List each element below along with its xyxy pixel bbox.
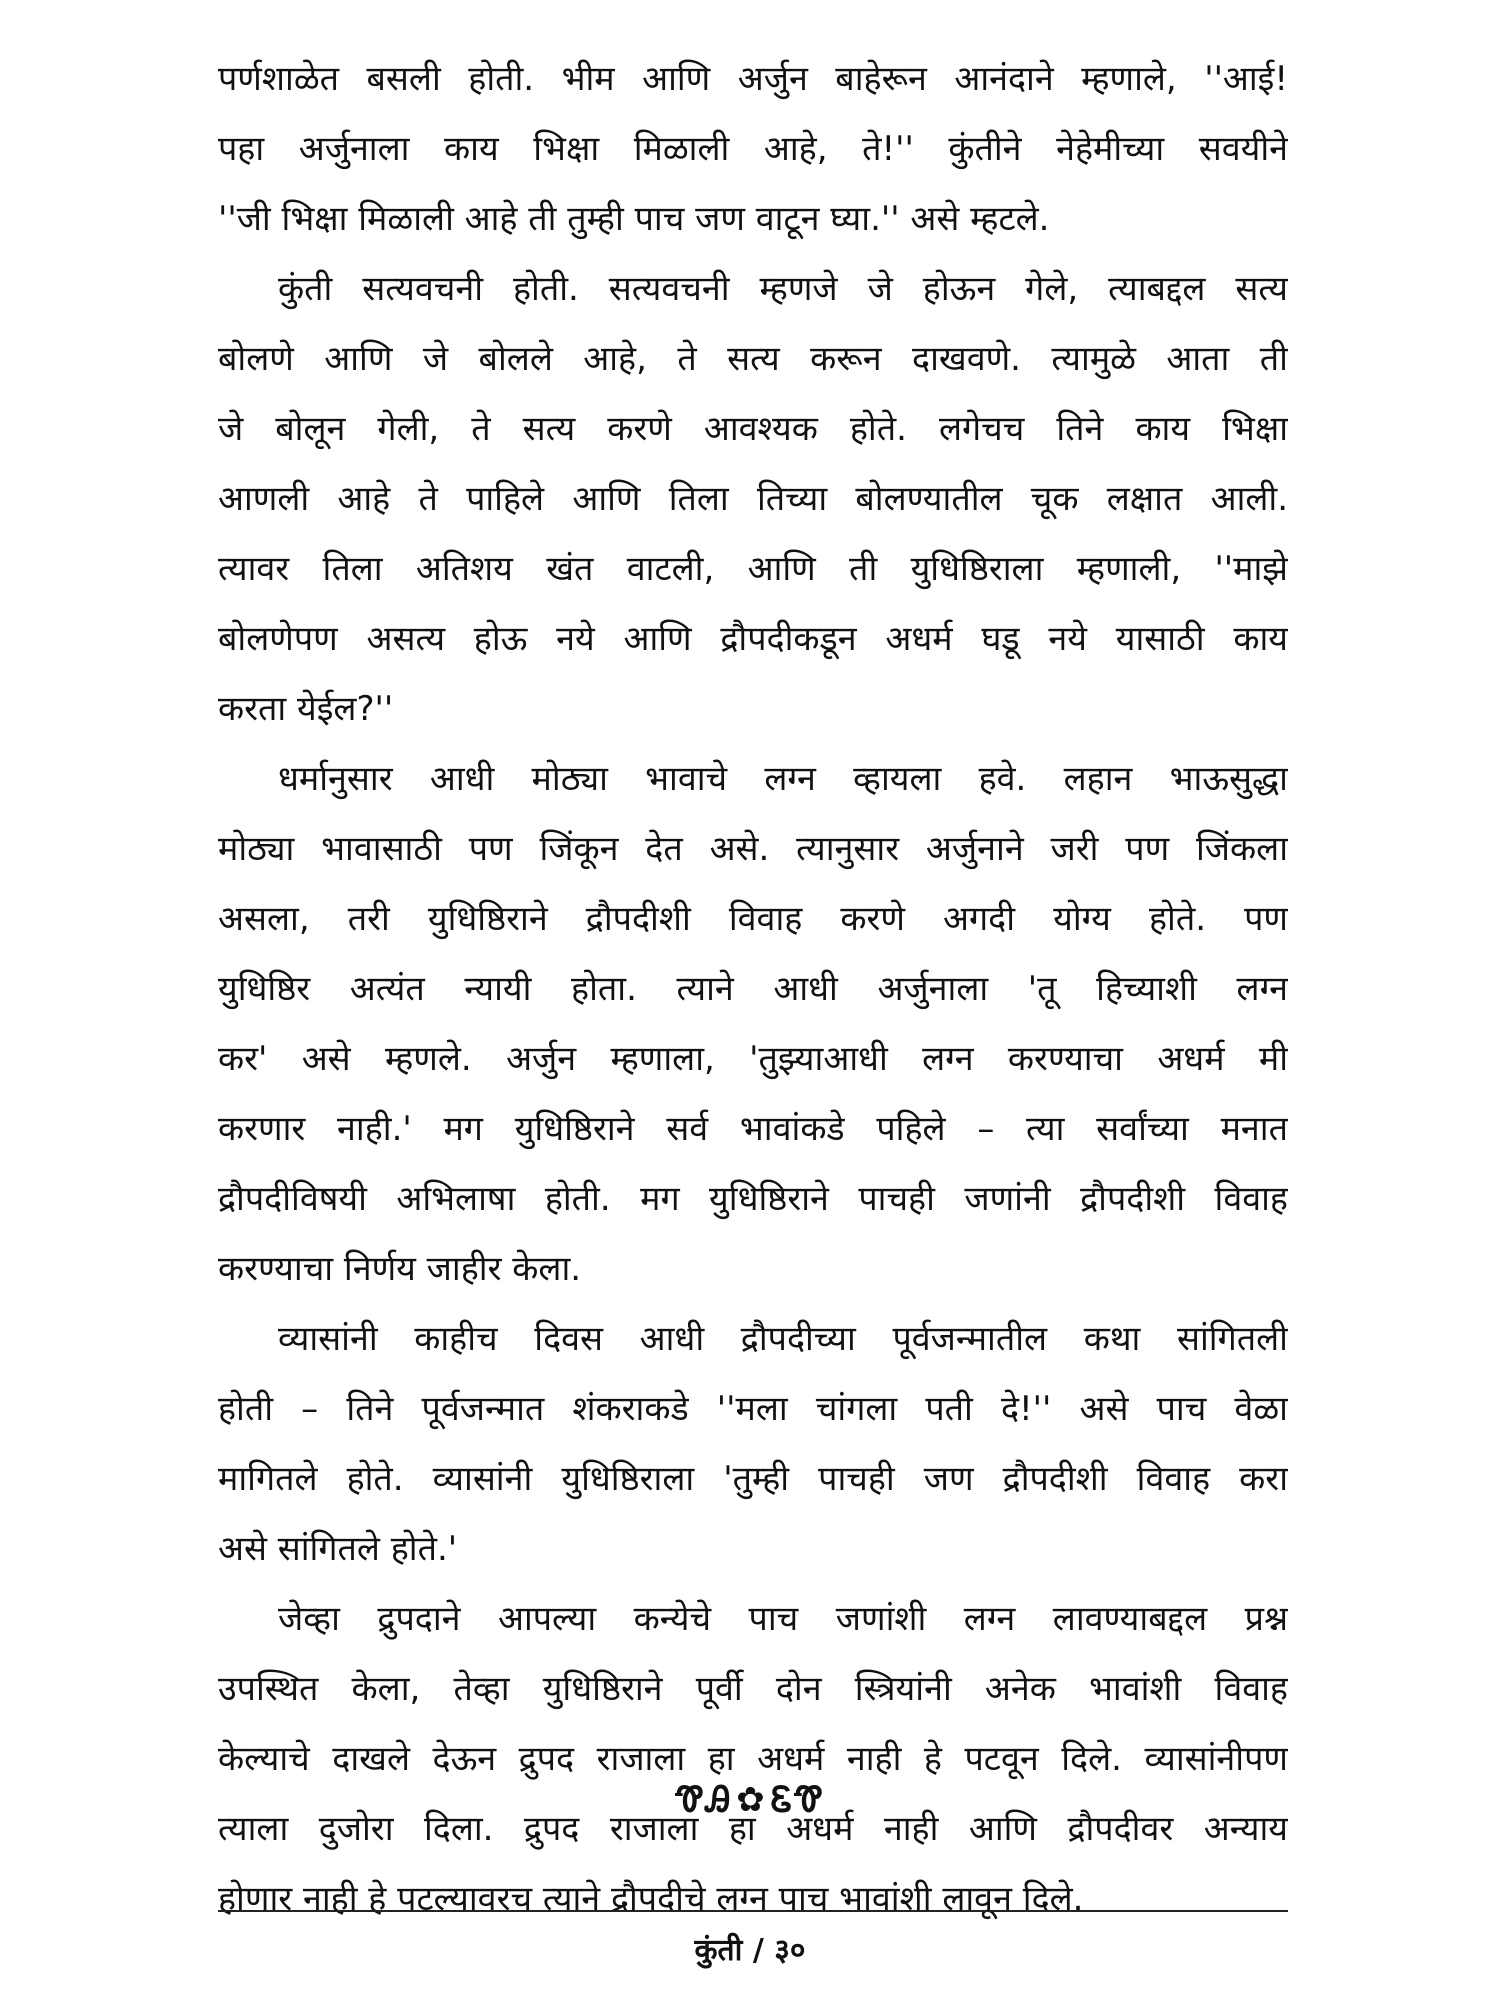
- paragraph: [218, 254, 1288, 744]
- text-line: पहा अर्जुनाला काय भिक्षा मिळाली आहे, ते!'' कुंतीने नेहेमीच्या सवयीने: [218, 129, 1288, 169]
- text-line: बोलणे आणि जे बोलले आहे, ते सत्य करून दाखवणे. त्यामुळे आता ती: [218, 339, 1288, 379]
- text-line: पर्णशाळेत बसली होती. भीम आणि अर्जुन बाहेरून आनंदाने म्हणाले, ''आई!: [218, 59, 1288, 99]
- text-line: होती – तिने पूर्वजन्मात शंकराकडे ''मला चांगला पती दे!'' असे पाच वेळा: [218, 1389, 1288, 1429]
- text-line: करता येईल?'': [218, 689, 394, 729]
- body-text: [218, 44, 1288, 1934]
- text-line: करण्याचा निर्णय जाहीर केला.: [218, 1249, 582, 1289]
- text-line: कुंती सत्यवचनी होती. सत्यवचनी म्हणजे जे होऊन गेले, त्याबद्दल सत्य: [278, 269, 1288, 309]
- text-line: असे सांगितले होते.': [218, 1529, 458, 1569]
- text-line: मोठ्या भावासाठी पण जिंकून देत असे. त्यानुसार अर्जुनाने जरी पण जिंकला: [218, 829, 1288, 869]
- text-line: ''जी भिक्षा मिळाली आहे ती तुम्ही पाच जण वाटून घ्या.'' असे म्हटले.: [218, 199, 1050, 239]
- text-line: होणार नाही हे पटल्यावरच त्याने द्रौपदीचे लग्न पाच भावांशी लावून दिले.: [218, 1879, 1084, 1919]
- text-line: धर्मानुसार आधी मोठ्या भावाचे लग्न व्हायला हवे. लहान भाऊसुद्धा: [278, 759, 1288, 799]
- ornament-right: ᏋᏡ: [770, 1780, 825, 1820]
- text-line: मागितले होते. व्यासांनी युधिष्ठिराला 'तुम्ही पाचही जण द्रौपदीशी विवाह करा: [218, 1459, 1288, 1499]
- paragraph: [218, 744, 1288, 1304]
- text-line: जेव्हा द्रुपदाने आपल्या कन्येचे पाच जणांशी लग्न लावण्याबद्दल प्रश्न: [278, 1599, 1288, 1639]
- paragraph: [218, 44, 1288, 254]
- text-line: आणली आहे ते पाहिले आणि तिला तिच्या बोलण्यातील चूक लक्षात आली.: [218, 479, 1288, 519]
- text-line: करणार नाही.' मग युधिष्ठिराने सर्व भावांकडे पहिले – त्या सर्वांच्या मनात: [218, 1109, 1288, 1149]
- text-line: व्यासांनी काहीच दिवस आधी द्रौपदीच्या पूर्वजन्मातील कथा सांगितली: [278, 1319, 1288, 1359]
- text-line: युधिष्ठिर अत्यंत न्यायी होता. त्याने आधी अर्जुनाला 'तू हिच्याशी लग्न: [218, 969, 1288, 1009]
- text-line: असला, तरी युधिष्ठिराने द्रौपदीशी विवाह करणे अगदी योग्य होते. पण: [218, 899, 1288, 939]
- page-footer: कुंती / ३०: [694, 1933, 806, 1968]
- text-line: केल्याचे दाखले देऊन द्रुपद राजाला हा अधर्म नाही हे पटवून दिले. व्यासांनीपण: [218, 1739, 1288, 1779]
- text-line: त्याला दुजोरा दिला. द्रुपद राजाला हा अधर्म नाही आणि द्रौपदीवर अन्याय: [218, 1809, 1288, 1849]
- paragraph: [218, 1304, 1288, 1584]
- text-line: उपस्थित केला, तेव्हा युधिष्ठिराने पूर्वी दोन स्त्रियांनी अनेक भावांशी विवाह: [218, 1669, 1288, 1709]
- section-end-ornament: [0, 1780, 1500, 1820]
- text-line: द्रौपदीविषयी अभिलाषा होती. मग युधिष्ठिराने पाचही जणांनी द्रौपदीशी विवाह: [218, 1179, 1288, 1219]
- text-line: त्यावर तिला अतिशय खंत वाटली, आणि ती युधिष्ठिराला म्हणाली, ''माझे: [218, 549, 1288, 589]
- flower-icon: ✿: [736, 1780, 767, 1820]
- text-line: कर' असे म्हणले. अर्जुन म्हणाला, 'तुझ्याआधी लग्न करण्याचा अधर्म मी: [218, 1039, 1288, 1079]
- footer-divider: [218, 1910, 1288, 1912]
- text-line: जे बोलून गेली, ते सत्य करणे आवश्यक होते. लगेचच तिने काय भिक्षा: [218, 409, 1288, 449]
- text-line: बोलणेपण असत्य होऊ नये आणि द्रौपदीकडून अधर्म घडू नये यासाठी काय: [218, 619, 1288, 659]
- ornament-left: ᏡᎯ: [675, 1780, 733, 1820]
- paragraph: [218, 1584, 1288, 1934]
